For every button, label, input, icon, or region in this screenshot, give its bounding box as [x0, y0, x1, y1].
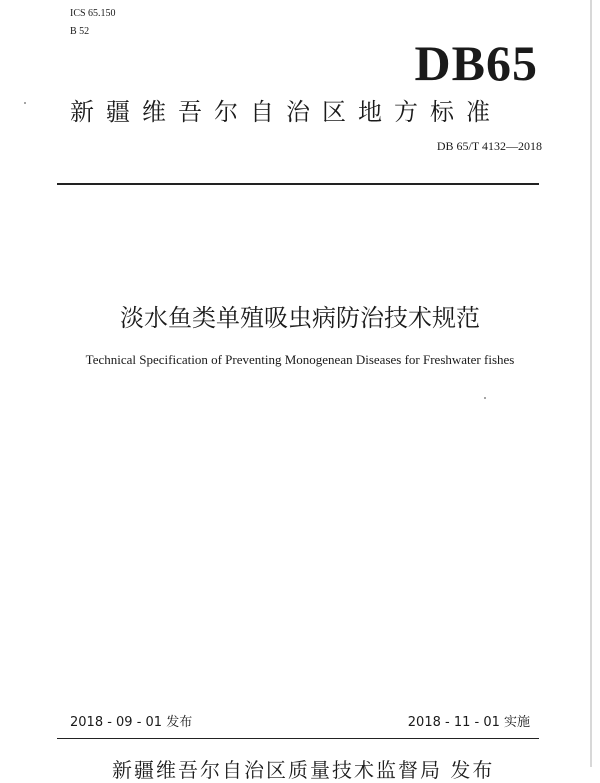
db65-logo: DB65: [414, 35, 538, 91]
issuing-authority: 新疆维吾尔自治区质量技术监督局 发布: [112, 758, 495, 782]
scan-edge: [590, 0, 592, 767]
document-title-english: Technical Specification of Preventing Monogenean Diseases for Freshwater fishes: [85, 352, 515, 367]
scan-speck: [24, 102, 26, 104]
issue-date: 2018 - 09 - 01 发布: [70, 715, 193, 730]
scan-speck: [484, 397, 486, 399]
document-title-chinese: 淡水鱼类单殖吸虫病防治技术规范: [120, 304, 480, 332]
organization-title: 新疆维吾尔自治区地方标准: [70, 98, 502, 126]
footer-divider: [57, 738, 539, 739]
implementation-date: 2018 - 11 - 01 实施: [407, 715, 530, 730]
header-divider: [57, 183, 539, 185]
standard-number: DB 65/T 4132—2018: [436, 139, 542, 153]
ics-code: ICS 65.150: [70, 8, 116, 19]
classification-code: B 52: [70, 26, 90, 37]
